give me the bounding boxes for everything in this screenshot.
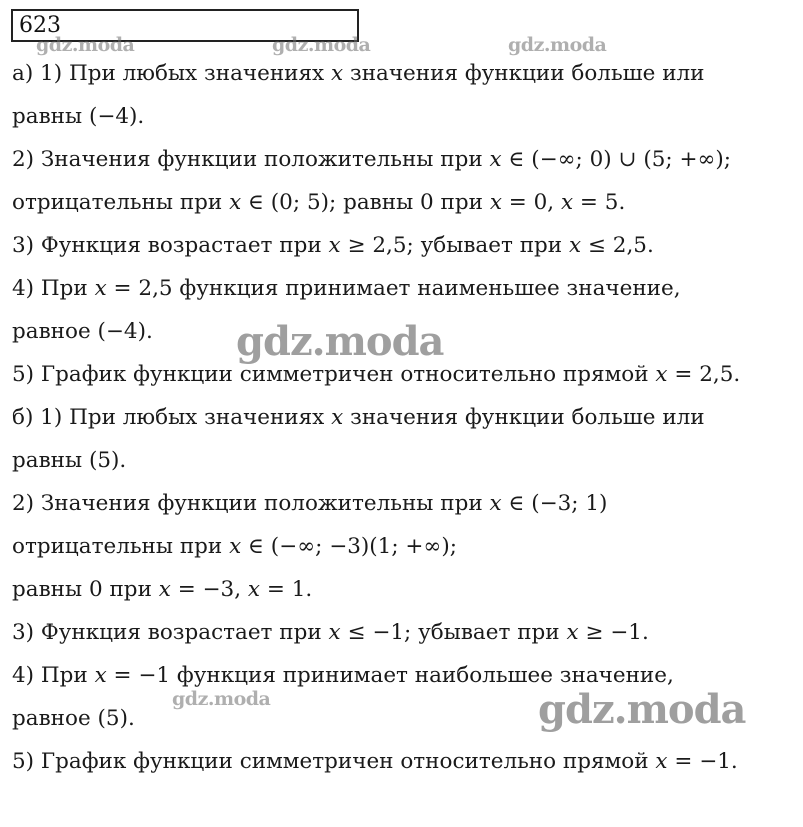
text-line-1: а) 1) При любых значениях 𝑥 значения функции больше или [12, 61, 705, 86]
text-line-17: 5) График функции симметричен относительно прямой 𝑥 = −1. [12, 749, 738, 774]
text-line-12: отрицательны при 𝑥 ∈ (−∞; −3)(1; +∞); [12, 534, 457, 559]
text-line-5: 3) Функция возрастает при 𝑥 ≥ 2,5; убывает при 𝑥 ≤ 2,5. [12, 233, 654, 258]
text-line-6: 4) При 𝑥 = 2,5 функция принимает наименьшее значение, [12, 276, 681, 301]
text-line-7: равное (−4). [12, 319, 153, 344]
text-line-2: равны (−4). [12, 104, 145, 129]
watermark: gdz.moda [508, 34, 607, 56]
watermark: gdz.moda [36, 34, 135, 56]
text-line-3: 2) Значения функции положительны при 𝑥 ∈ (−∞; 0) ∪ (5; +∞); [12, 147, 732, 172]
watermark: gdz.moda [172, 688, 271, 710]
text-line-16: равное (5). [12, 706, 135, 731]
text-line-14: 3) Функция возрастает при 𝑥 ≤ −1; убывает при 𝑥 ≥ −1. [12, 620, 649, 645]
text-line-4: отрицательны при 𝑥 ∈ (0; 5); равны 0 при 𝑥 = 0, 𝑥 = 5. [12, 190, 626, 215]
task-number: 623 [19, 13, 61, 38]
text-line-10: равны (5). [12, 448, 127, 473]
watermark: gdz.moda [236, 318, 444, 365]
text-line-13: равны 0 при 𝑥 = −3, 𝑥 = 1. [12, 577, 313, 602]
text-line-11: 2) Значения функции положительны при 𝑥 ∈ (−3; 1) [12, 491, 608, 516]
text-line-8: 5) График функции симметричен относительно прямой 𝑥 = 2,5. [12, 362, 741, 387]
text-line-15: 4) При 𝑥 = −1 функция принимает наибольшее значение, [12, 663, 674, 688]
watermark: gdz.moda [272, 34, 371, 56]
text-line-9: б) 1) При любых значениях 𝑥 значения функции больше или [12, 405, 705, 430]
watermark: gdz.moda [538, 686, 746, 733]
task-number-box [11, 9, 359, 42]
